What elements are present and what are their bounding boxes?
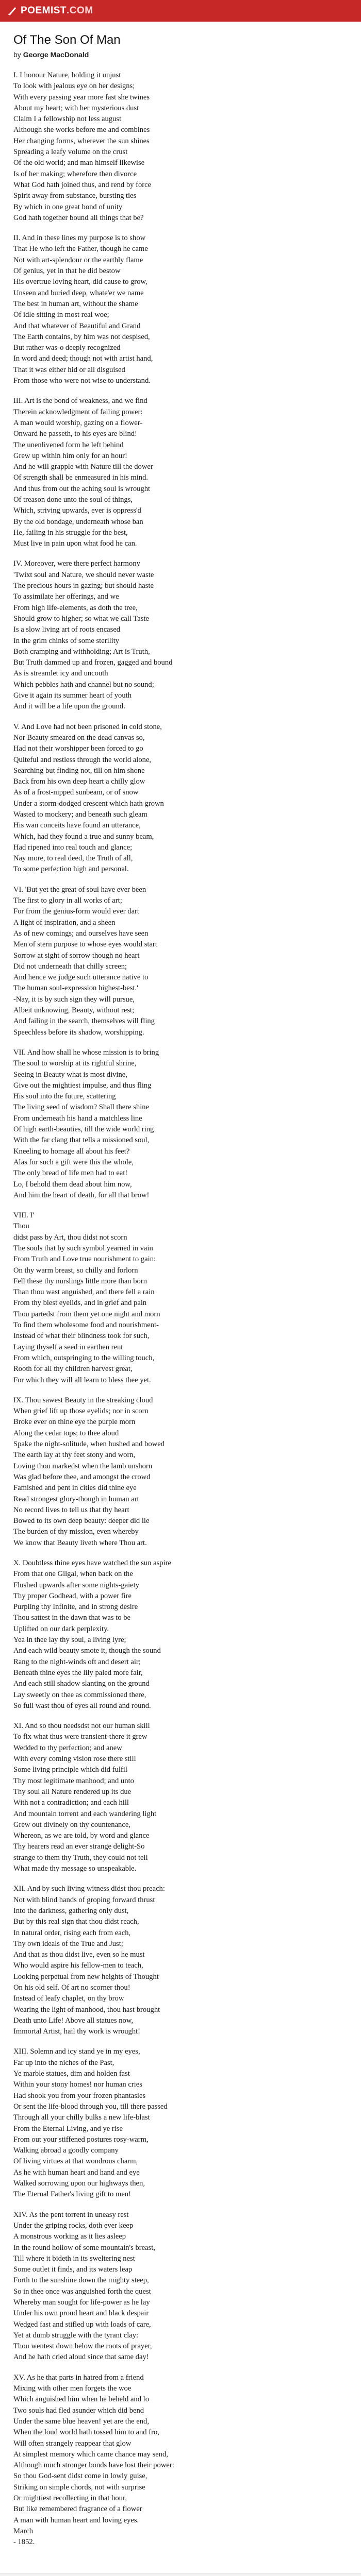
poem-line: We know that Beauty liveth where Thou art. [13,1538,147,1547]
poem-stanza [13,558,348,712]
poem-line: Under the griping rocks, doth ever keep [13,2221,134,2230]
poem-line: Of genius, yet in that he did bestow [13,267,121,276]
poem-line: Which, had they found a true and sunny beam, [13,832,154,841]
poem-line: But Truth dammed up and frozen, gagged and bound [13,658,173,667]
poem-line: Although she works before me and combines [13,126,150,134]
poem-line: Some outlet it finds, and its waters leap [13,2265,133,2274]
poem-line: Yet at dumb struggle with the tyrant clay: [13,2331,139,2340]
poem-line: By the old bondage, underneath whose ban [13,517,143,526]
poem-stanza [13,1884,348,2037]
poem-line: Broke ever on thine eye the purple morn [13,1418,136,1427]
poem-line: Instead of leafy chaplet, on thy brow [13,1994,124,2003]
poem-line: To fix what thus were transient-there it grew [13,1733,147,1741]
poem-line: Thy hearers read an ever strange delight-So [13,1842,145,1851]
poem-line: Thou [13,1222,29,1231]
poem-line: On thy warm breast, so chilly and forlorn [13,1266,138,1275]
poem-line: Give it again its summer heart of youth [13,691,132,700]
poem-line: Onward he passeth, to his eyes are blind! [13,430,137,438]
poem-line: Beneath thine eyes the lily paled more fair, [13,1668,143,1677]
poem-line: Flushed upwards after some nights-gaiety [13,1581,139,1589]
poem-line: Is of her making; wherefore then divorce [13,170,137,178]
poem-line: Albeit unknowing, Beauty, without rest; [13,1006,135,1015]
poem-line: Under the same blue heaven! yet are the end, [13,2417,149,2426]
poem-line: When the loud world hath tossed him to and fro, [13,2428,159,2437]
poem-line: Which pebbles hath and channel but no sound; [13,680,154,689]
poem-line: When grief lift up those eyelids; nor in scorn [13,1407,149,1416]
poem-stanza [13,1210,348,1386]
poem-line: Bowed to its own deep beauty: deeper did lie [13,1517,150,1526]
poem-line: Both cramping and withholding; Art is Truth, [13,647,150,656]
poem-line: Through all your chilly bulks a new life-blast [13,2113,150,2122]
poem-line: Not with art-splendour or the earthly flame [13,256,143,264]
byline-prefix: by [13,50,21,59]
poem-line: Death unto Life! Above all statues now, [13,2016,134,2025]
quill-icon [7,6,18,16]
site-header [0,0,361,22]
poem-line: Within your stony homes! nor human cries [13,2080,142,2089]
poem-line: With every passing year more fast she twines [13,93,150,101]
poem-line: And hence we judge such utterance native to [13,973,149,982]
poem-line: And each wild beauty smote it, though the sound [13,1647,161,1655]
poem-line: God hath together bound all things that be? [13,213,144,222]
poem-line: Kneeling to homage all about his feet? [13,1147,130,1156]
poem-line: From underneath his hand a matchless line [13,1114,142,1123]
poem-line: Two souls had fled asunder which did bend [13,2406,144,2415]
poem-line: Alas for such a gift were this the whole, [13,1158,134,1166]
poem-line: VI. 'But yet the great of soul have ever been [13,885,146,894]
poem-line: But by this real sign that thou didst reach, [13,1918,139,1926]
poem-line: Thy own ideals of the True and Just; [13,1939,123,1948]
poem-line: To find them wholesome food and nourishment- [13,1321,159,1330]
poem-line: Lay sweetly on thee as commissioned there, [13,1690,146,1699]
poem-line: Looking perpetual from new heights of Thought [13,1972,159,1981]
poem-line: At simplest memory which came chance may send, [13,2450,168,2459]
poem-line: Will often strangely reappear that glow [13,2439,132,2448]
poem-line: Which, striving upwards, ever is oppress'd [13,506,141,515]
poem-line: Men of stern purpose to whose eyes would start [13,940,157,949]
poem-line: Wedded to thy perfection; and anew [13,1743,122,1752]
poem-line: XII. And by such living witness didst thou preach: [13,1885,165,1893]
poem-line: Give out the mightiest impulse, and thus fling [13,1081,152,1090]
poem-line: From that one Gilgal, when back on the [13,1570,133,1579]
poem-line: Her changing forms, wherever the sun shines [13,137,150,145]
poem-line: His soul into the future, scattering [13,1092,116,1101]
poem-line: Searching but finding not, till on him shone [13,766,145,775]
poem-line: Had shook you from your frozen phantasies [13,2091,146,2100]
poem-stanza [13,70,348,224]
poem-line: Should grow to higher; so what we call Taste [13,614,149,623]
poem-line: For which they will all learn to bless thee yet. [13,1376,151,1384]
poem-line: But like remembered fragrance of a flower [13,2505,142,2514]
poem-line: About my heart; with her mysterious dust [13,104,139,112]
poem-line: Quiteful and restless through the world alone, [13,755,152,764]
poem-line: Of idle sitting in most real woe; [13,311,109,319]
poem-line: From high life-elements, as doth the tree, [13,603,138,612]
poem-line: didst pass by Art, thou didst not scorn [13,1233,127,1242]
poem-body [13,70,348,2548]
poem-line: No record lives to tell us that thy heart [13,1505,129,1514]
poem-line: Under his own proud heart and black despair [13,2309,149,2318]
poem-line: From out your stiffened postures rosy-warm, [13,2135,149,2144]
poem-line: As of a frost-nipped sunbeam, or of snow [13,788,139,797]
poem-line: Into the darkness, gathering only dust, [13,1906,129,1915]
poem-line: A monstrous working as it lies asleep [13,2232,126,2241]
poem-line: The unenlivened form he left behind [13,440,124,449]
poem-line: As is streamlet icy and uncouth [13,669,108,678]
poem-line: II. And in these lines my purpose is to show [13,234,146,243]
poem-line: Rang to the night-winds oft and desert air; [13,1657,141,1666]
poem-stanza [13,396,348,549]
poem-line: March [13,2527,34,2535]
poem-line: The earth lay at thy feet stony and worn, [13,1451,136,1460]
poem-line: What God hath joined thus, and rend by force [13,180,152,189]
poem-line: Famished and pent in cities did thine eye [13,1484,137,1493]
poem-line: To look with jealous eye on her designs; [13,82,135,91]
poem-line: Than thou wast anguished, and there fell a rain [13,1288,155,1297]
poem-line: Whereby man sought for life-power as he lay [13,2298,150,2307]
poem-line: The only bread of life men had to eat! [13,1169,128,1178]
poem-line: And that as thou didst live, even so he must [13,1951,145,1959]
poem-line: And failing in the search, themselves will fling [13,1017,155,1026]
poem-line: Yea in thee lay thy soul, a living lyre; [13,1636,126,1645]
poem-line: The living seed of wisdom? Shall there shine [13,1103,150,1112]
poem-line: Had ripened into real touch and glance; [13,843,133,852]
poem-stanza [13,885,348,1038]
poem-line: And him the heart of death, for all that brow! [13,1191,150,1199]
poem-line: The souls that by such symbol yearned in vain [13,1244,153,1252]
poem-line: I. I honour Nature, holding it unjust [13,71,121,79]
poem-line: In natural order, rising each from each, [13,1928,131,1937]
poem-line: Grew out divinely on thy countenance, [13,1820,130,1829]
poem-line: Laying thyself a seed in earthen rent [13,1343,123,1351]
poem-line: Although much stronger bonds have lost their power: [13,2461,174,2470]
poem-line: And he hath cried aloud since that same day! [13,2353,149,2362]
poem-line: The best in human art, without the shame [13,299,138,308]
poem-line: As he with human heart and hand and eye [13,2168,140,2177]
poem-line: The precious hours in gazing; but should haste [13,582,154,590]
poem-line: To some perfection high and personal. [13,865,129,874]
poem-line: The Eternal Father's living gift to men! [13,2190,131,2199]
poem-line: strange to them thy Truth, they could not tell [13,1853,148,1862]
poem-line: Rooth for all thy children harvest great, [13,1365,133,1374]
poem-line: 'Twixt soul and Nature, we should never waste [13,570,154,579]
poem-line: XIV. As the pent torrent in uneasy rest [13,2210,129,2219]
poem-line: Instead of what their blindness took for such, [13,1332,150,1341]
poem-content [0,22,361,2573]
poem-line: Of strength shall be enmeasured in his mind. [13,473,149,482]
poem-line: Thy most legitimate manhood; and unto [13,1776,134,1785]
poem-line: The Earth contains, by him was not despised, [13,332,150,341]
poem-line: Of treason done unto the soul of things, [13,495,133,504]
poem-line: Wearing the light of manhood, thou hast brought [13,2005,160,2014]
poem-line: Uplifted on our dark perplexity. [13,1624,109,1633]
poem-stanza [13,722,348,875]
poem-line: And it will be a life upon the ground. [13,702,125,711]
poem-line: From those who were not wise to understand. [13,377,151,385]
poem-line: Lo, I behold them dead about him now, [13,1180,132,1189]
poem-line: IX. Thou sawest Beauty in the streaking cloud [13,1396,153,1404]
poem-line: The burden of thy mission, even whereby [13,1528,139,1536]
poem-line: And that whatever of Beautiful and Grand [13,321,141,330]
poem-line: To assimilate her offerings, and we [13,592,119,601]
poem-line: From which, outspringing to the willing touch, [13,1353,155,1362]
poem-line: Striking on simple chords, not with surprise [13,2483,145,2492]
poem-line: III. Art is the bond of weakness, and we find [13,397,147,405]
poem-line: Loving thou markedst when the lamb unshorn [13,1462,153,1470]
poem-stanza [13,1558,348,1711]
poem-line: In word and deed; though not with artist hand, [13,354,153,363]
poem-line: For from the genius-form would ever dart [13,907,139,916]
poem-line: Mixing with other men forgets the woe [13,2384,132,2393]
poem-line: With not a contradiction; and each hill [13,1799,129,1807]
poem-line: His wan conceits have found an utterance, [13,821,141,830]
poem-line: Far up into the niches of the Past, [13,2058,114,2067]
poem-stanza [13,1047,348,1201]
author-link[interactable]: George MacDonald [23,50,89,59]
poem-line: Unseen and buried deep, whate'er we name [13,289,144,297]
poem-line: From the Eternal Living, and ye rise [13,2124,123,2133]
poem-line: Seeing in Beauty what is most divine, [13,1070,127,1079]
poem-line: In the grim chinks of some sterility [13,636,120,645]
poem-line: The human soul-expression highest-best.' [13,984,138,993]
site-footer [0,2573,361,2576]
poem-line: Till where it bideth in its sweltering nest [13,2254,135,2263]
poem-line: IV. Moreover, were there perfect harmony [13,560,140,568]
poem-line: Speechless before its shadow, worshipping. [13,1028,144,1037]
poem-line: XV. As he that parts in hatred from a friend [13,2373,144,2382]
poem-line: Immortal Artist, hail thy work is wrought! [13,2027,141,2036]
poem-byline [13,50,348,59]
poem-stanza [13,233,348,386]
poem-line: And he will grapple with Nature till the dower [13,463,153,471]
poem-line: Is a slow living art of roots encased [13,625,121,634]
poem-line: But rather was-o deeply recognized [13,344,121,352]
poem-line: The first to glory in all works of art; [13,896,122,905]
poem-line: VII. And how shall he whose mission is to bring [13,1048,159,1057]
poem-line: Not with blind hands of groping forward thrust [13,1895,155,1904]
poem-line: Thou partedst from them yet one night and morn [13,1310,160,1318]
poem-line: VIII. I' [13,1211,34,1220]
poem-stanza [13,1395,348,1549]
poem-line: Sorrow at sight of sorrow though no heart [13,951,140,960]
poem-line: X. Doubtless thine eyes have watched the sun aspire [13,1559,171,1567]
poem-line: As of new comings; and ourselves have seen [13,929,149,938]
poem-line: So in thee once was anguished forth the quest [13,2287,151,2296]
poem-line: Had not their worshipper been forced to go [13,744,143,753]
poem-line: Walking abroad a goodly company [13,2146,119,2155]
poem-line: Along the cedar tops; to thee aloud [13,1429,119,1437]
logo-suffix: .COM [67,5,93,16]
poem-line: Grew up within him only for an hour! [13,451,127,460]
poem-line: Of the old world; and man himself likewise [13,159,145,167]
poem-line: Nay more, to real deed, the Truth of all, [13,854,133,863]
poem-line: -Nay, it is by such sign they will pursue, [13,995,135,1004]
poem-line: Spirit away from substance, bursting ties [13,192,137,200]
poem-stanza [13,2046,348,2200]
poem-line: What made thy message so unspeakable. [13,1865,137,1873]
poem-line: That He who left the Father, though he came [13,245,148,253]
poem-title: Of The Son Of Man [13,33,121,47]
poem-line: Thy soul all Nature rendered up its due [13,1787,132,1796]
poem-line: Thou sattest in the dawn that was to be [13,1614,130,1622]
poem-line: A man would worship, gazing on a flower- [13,418,143,427]
poem-line: By which in one great bond of unity [13,202,123,211]
poem-line: Wedged fast and stifled up with loads of care, [13,2320,151,2329]
poem-line: So full wast thou of eyes all round and round. [13,1701,151,1710]
poem-line: And mountain torrent and each wandering light [13,1809,157,1818]
poem-line: Of high earth-beauties, till the wide world ring [13,1125,154,1134]
poem-line: Therein acknowledgment of failing power: [13,408,143,416]
poem-line: Thou wentest down below the roots of prayer, [13,2342,152,2351]
poem-line: Must live in pain upon what food he can. [13,539,137,548]
poem-line: Some living principle which did fulfil [13,1766,127,1774]
poem-line: Forth to the sunshine down the mighty steep, [13,2276,149,2285]
poem-line: Purpling thy Infinite, and in strong desire [13,1603,138,1612]
poem-line: With the far clang that tells a missioned soul, [13,1136,150,1145]
poem-line: In the round hollow of some mountain's breast, [13,2243,156,2252]
poem-line: Under a storm-dodged crescent which hath grown [13,799,164,808]
poem-line: Or sent the life-blood through you, till there passed [13,2102,168,2111]
poem-line: From Truth and Love true nourishment to gain: [13,1255,156,1264]
poem-line: Wasted to mockery; and beneath such gleam [13,810,147,819]
poem-line: And each still shadow slanting on the ground [13,1680,150,1688]
poem-line: Spake the night-solitude, when hushed and bowed [13,1440,165,1449]
poem-line: Nor Beauty smeared on the dead canvas so, [13,733,145,742]
poem-line: That it was either hid or all disguised [13,365,125,374]
poem-line: Thy proper Godhead, with a power fire [13,1591,132,1600]
poem-line: Did not underneath that chilly screen; [13,962,127,971]
poem-line: His overtrue loving heart, did cause to grow, [13,278,147,286]
poem-line: With every coming vision rose there still [13,1755,136,1764]
poem-line: And thus from out the aching soul is wrought [13,484,151,493]
poem-line: He, failing in his struggle for the best, [13,528,128,537]
poem-line: Or mightiest recollecting in that hour, [13,2494,127,2503]
poem-line: Was glad before thee, and amongst the crowd [13,1472,151,1481]
poem-line: So thou God-sent didst come in lowly guise, [13,2472,147,2481]
poem-line: XI. And so thou needsdst not our human skill [13,1722,150,1731]
poem-line: Which anguished him when he beheld and lo [13,2395,150,2404]
logo-text: POEMIST [21,5,67,16]
poem-line: Ye marble statues, dim and holden fast [13,2070,130,2078]
poem-line: XIII. Solemn and icy stand ye in my eyes, [13,2047,140,2056]
poem-line: V. And Love had not been prisoned in cold stone, [13,722,162,731]
poem-line: Read strongest glory-though in human art [13,1495,139,1503]
poem-line: Of living virtues at that wondrous charm, [13,2157,138,2166]
poem-line: - 1852. [13,2538,35,2547]
poem-line: Who would aspire his fellow-men to teach, [13,1961,143,1970]
poem-line: Whereon, as we are told, by word and glance [13,1832,150,1840]
poem-line: Fell these thy nurslings little more than born [13,1277,147,1285]
poem-line: Spreading a leafy volume on the crust [13,148,128,157]
poem-line: A light of inspiration, and a sheen [13,918,116,927]
poem-line: On his old self. Of art no scorner thou! [13,1983,130,1992]
poem-line: From thy blest eyelids, and in grief and pain [13,1299,147,1308]
poem-line: Walked sorrowing upon our highways then, [13,2179,145,2188]
poem-line: Back from his own deep heart a chilly glow [13,777,145,786]
site-logo[interactable] [7,5,93,16]
poem-line: A man with human heart and loving eyes. [13,2516,139,2524]
poem-line: The soul to worship at its rightful shrine, [13,1059,137,1068]
poem-line: Claim I a fellowship not less august [13,115,122,124]
poem-stanza [13,2372,348,2548]
poem-stanza [13,1721,348,1874]
poem-stanza [13,2210,348,2363]
